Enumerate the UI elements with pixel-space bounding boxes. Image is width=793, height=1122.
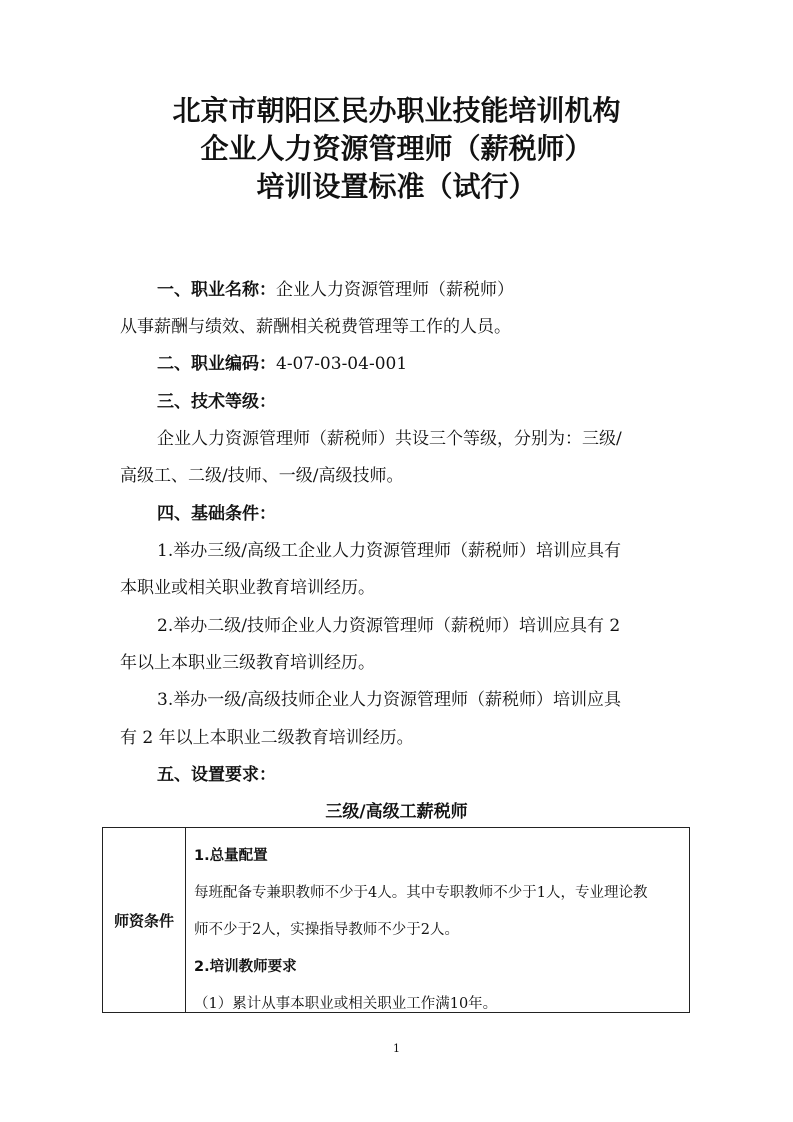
table-caption: 三级/高级工薪税师 — [325, 802, 468, 822]
total-staffing-line-1: 每班配备专兼职教师不少于4人。其中专职教师不少于1人，专业理论教 — [194, 885, 648, 901]
section-1-value: 企业人力资源管理师（薪税师） — [276, 280, 514, 300]
teacher-requirement-1: （1）累计从事本职业或相关职业工作满10年。 — [194, 996, 498, 1012]
requirements-table — [102, 827, 690, 1013]
section-2-heading: 二、职业编码： — [157, 354, 276, 374]
total-staffing-heading: 1.总量配置 — [194, 848, 268, 864]
document-title — [0, 92, 793, 206]
title-line-2: 企业人力资源管理师（薪税师） — [200, 132, 593, 165]
condition-3-line-1: 3.举办一级/高级技师企业人力资源管理师（薪税师）培训应具 — [157, 690, 621, 710]
section-2-value: 4-07-03-04-001 — [276, 354, 408, 374]
condition-1-line-2: 本职业或相关职业教育培训经历。 — [120, 578, 375, 598]
section-5-heading: 五、设置要求： — [157, 765, 276, 785]
condition-2-line-2: 年以上本职业三级教育培训经历。 — [120, 653, 375, 673]
title-line-3: 培训设置标准（试行） — [256, 170, 537, 203]
section-3-text-line-2: 高级工、二级/技师、一级/高级技师。 — [120, 466, 404, 486]
section-4-heading: 四、基础条件： — [157, 504, 276, 524]
section-3-text-line-1: 企业人力资源管理师（薪税师）共设三个等级，分别为：三级/ — [157, 429, 622, 449]
section-2-row — [120, 346, 680, 383]
condition-3-line-2: 有 2 年以上本职业二级教育培训经历。 — [120, 728, 414, 748]
row-label-teacher-qualifications: 师资条件 — [103, 828, 186, 1012]
section-1-description: 从事薪酬与绩效、薪酬相关税费管理等工作的人员。 — [120, 317, 511, 337]
section-1-heading: 一、职业名称： — [157, 280, 276, 300]
section-1-row — [120, 272, 680, 309]
title-line-1: 北京市朝阳区民办职业技能培训机构 — [172, 94, 621, 127]
condition-2-line-1: 2.举办二级/技师企业人力资源管理师（薪税师）培训应具有 2 — [157, 616, 621, 636]
page-number: 1 — [393, 1042, 400, 1055]
requirements-cell — [186, 828, 689, 1012]
section-3-heading: 三、技术等级： — [157, 392, 276, 412]
teacher-requirements-heading: 2.培训教师要求 — [194, 959, 297, 975]
condition-1-line-1: 1.举办三级/高级工企业人力资源管理师（薪税师）培训应具有 — [157, 541, 621, 561]
total-staffing-line-2: 师不少于2人，实操指导教师不少于2人。 — [194, 922, 459, 938]
